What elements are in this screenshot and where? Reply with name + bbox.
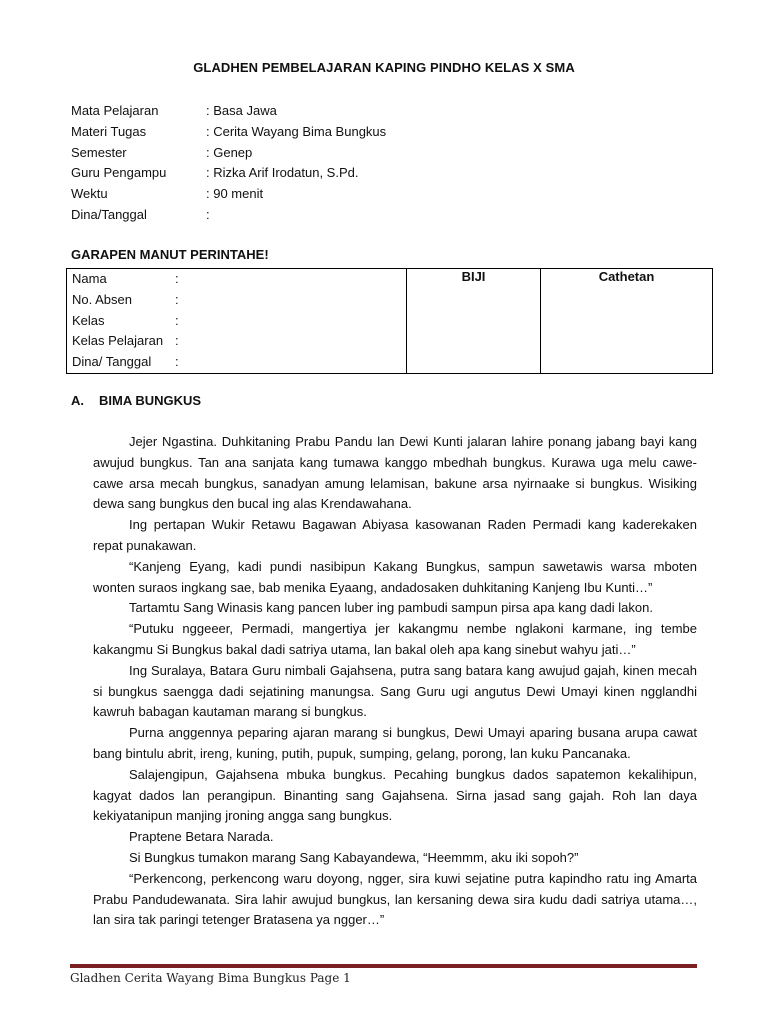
document-title: GLADHEN PEMBELAJARAN KAPING PINDHO KELAS X SMA	[193, 60, 575, 75]
footer-rule	[70, 964, 697, 968]
metadata-block	[71, 101, 386, 226]
field-colon: :	[175, 312, 179, 328]
paragraph: Praptene Betara Narada.	[129, 829, 274, 845]
meta-label: Semester	[71, 144, 127, 160]
meta-label: Dina/Tanggal	[71, 206, 147, 222]
info-row	[72, 269, 406, 290]
info-row	[72, 290, 406, 311]
page-footer: Gladhen Cerita Wayang Bima Bungkus Page 1	[70, 971, 351, 985]
field-colon: :	[175, 271, 179, 286]
cathetan-column	[541, 269, 713, 374]
info-row	[72, 331, 406, 352]
meta-value: : Rizka Arif Irodatun, S.Pd.	[206, 165, 359, 181]
paragraph: Tartamtu Sang Winasis kang pancen luber ing pambudi sampun pirsa apa kang dadi lakon.	[129, 600, 653, 616]
section-letter: A.	[71, 393, 84, 408]
field-colon: :	[175, 354, 179, 370]
field-label-kelas-pelajaran: Kelas Pelajaran	[72, 333, 164, 349]
biji-header: BIJI	[461, 269, 486, 284]
paragraph: Purna anggennya peparing ajaran marang si bungkus, Dewi Umayi aparing busana arupa cawat bang bintulu abrit, ireng, kuning, putih, pupuk, sumping, gelang, porong, lan kuku Pancanaka.	[93, 725, 697, 761]
field-label-no-absen: No. Absen	[72, 291, 132, 307]
info-row	[72, 311, 406, 332]
paragraph: Jejer Ngastina. Duhkitaning Prabu Pandu lan Dewi Kunti jalaran lahire ponang jabang bayi kang awujud bungkus. Tan ana sanjata kang tumawa kanggo mbedhah bungkus. Kurawa uga melu cawe-cawe arsa mecah bungkus, sanadyan amung lelamisan, bakune arsa nyirnaake si bungkus. Wisiking dewa sang bungkus den bucal ing alas Krendawahana.	[93, 434, 697, 512]
meta-row	[71, 101, 386, 122]
field-label-dina-tanggal: Dina/ Tanggal	[72, 354, 152, 370]
field-label-kelas: Kelas	[72, 312, 105, 328]
meta-value: : Cerita Wayang Bima Bungkus	[206, 123, 387, 139]
section-title: BIMA BUNGKUS	[99, 393, 202, 408]
field-colon: :	[175, 291, 179, 307]
meta-label: Materi Tugas	[71, 123, 147, 139]
student-info-cell	[67, 269, 407, 374]
instruction-heading: GARAPEN MANUT PERINTAHE!	[71, 247, 269, 262]
meta-value: : Basa Jawa	[206, 103, 277, 118]
story-body	[93, 432, 697, 931]
meta-row	[71, 163, 386, 184]
meta-row	[71, 184, 386, 205]
meta-value: : Genep	[206, 144, 253, 160]
meta-value: : 90 menit	[206, 186, 264, 202]
paragraph: “Putuku nggeeer, Permadi, mangertiya jer kakangmu nembe nglakoni karmane, ing tembe kakangmu Si Bungkus bakal dadi satriya utama, lan bakal oleh apa kang sinebut wahyu jati…”	[93, 621, 697, 657]
meta-value: :	[206, 206, 210, 222]
info-row	[72, 352, 406, 373]
paragraph: Si Bungkus tumakon marang Sang Kabayandewa, “Heemmm, aku iki sopoh?”	[129, 849, 579, 865]
paragraph: Ing pertapan Wukir Retawu Bagawan Abiyasa kasowanan Raden Permadi kang kaderekaken repat punakawan.	[93, 517, 697, 553]
student-info-table	[66, 268, 713, 374]
paragraph: “Perkencong, perkencong waru doyong, ngger, sira kuwi sejatine putra kapindho ratu ing Amarta Prabu Pandudewanata. Sira lahir awujud bungkus, lan kersaning dewa sira kudu dadi satriya utama…, lan sira tak paringi tetenger Bratasena ya ngger…”	[93, 870, 697, 928]
meta-row	[71, 122, 386, 143]
meta-label: Wektu	[71, 186, 108, 202]
meta-label: Mata Pelajaran	[71, 103, 159, 118]
paragraph: Ing Suralaya, Batara Guru nimbali Gajahsena, putra sang batara kang awujud gajah, kinen mecah si bungkus saengga dadi sejatining manungsa. Sang Guru ugi angutus Dewi Umayi kinen ngglandhi kawruh babagan kautaman marang si bungkus.	[93, 662, 697, 720]
section-heading	[71, 393, 201, 408]
meta-label: Guru Pengampu	[71, 165, 167, 181]
meta-row	[71, 205, 386, 226]
biji-column	[407, 269, 541, 374]
paragraph: “Kanjeng Eyang, kadi pundi nasibipun Kakang Bungkus, sampun sawetawis warsa mboten wonten suraos ingkang sae, bab menika Eyaang, andadosaken duhkitaning Kanjeng Ibu Kunti…”	[93, 558, 697, 595]
field-label-nama: Nama	[72, 271, 107, 286]
field-colon: :	[175, 333, 179, 349]
meta-row	[71, 143, 386, 164]
cathetan-header: Cathetan	[598, 269, 655, 284]
paragraph: Salajengipun, Gajahsena mbuka bungkus. Pecahing bungkus dados sapatemon kekalihipun, kagyat dados lan perangipun. Binanting sang Gajahsena. Sirna jasad sang gajah. Roh lan daya kekiyatanipun manjing jroning angga sang bungkus.	[93, 766, 697, 824]
